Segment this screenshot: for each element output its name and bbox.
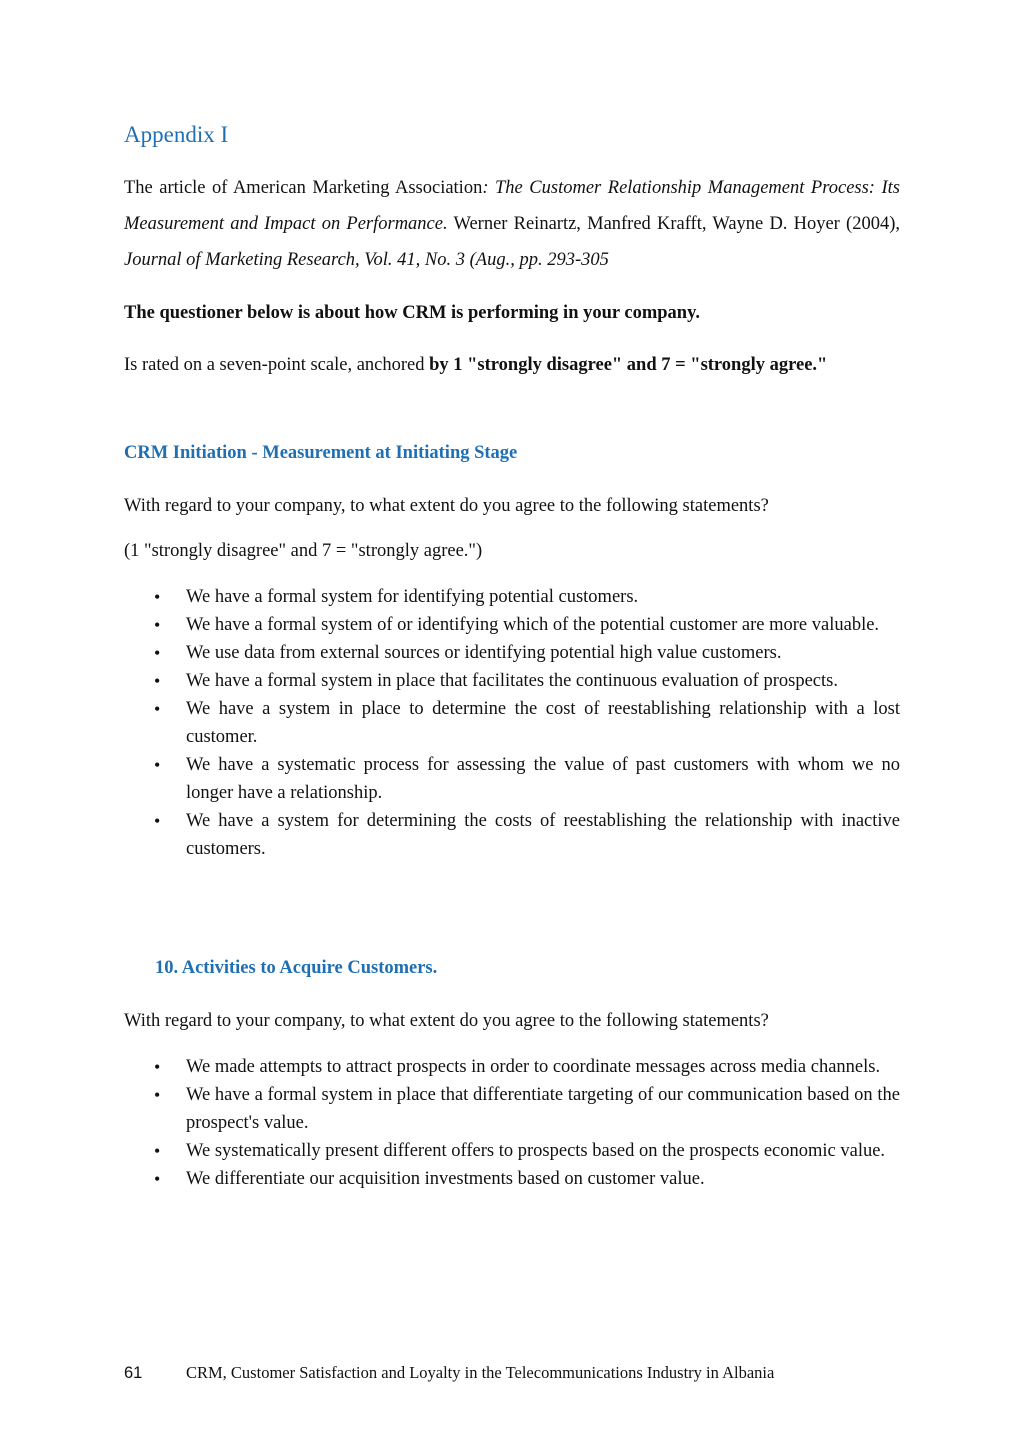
list-item: • We use data from external sources or identifying potential high value customers. bbox=[124, 639, 900, 667]
section-acquire-customers-title: 10. Activities to Acquire Customers. bbox=[155, 958, 438, 978]
bullet-icon: • bbox=[154, 755, 161, 775]
list-item: • We have a systematic process for assessing the value of past customers with whom we no longer have a relationship. bbox=[124, 751, 900, 807]
page-footer bbox=[124, 1363, 924, 1383]
page-number: 61 bbox=[124, 1364, 143, 1382]
section1-question: With regard to your company, to what extent do you agree to the following statements? bbox=[124, 496, 769, 516]
list-item: • We differentiate our acquisition investments based on customer value. bbox=[124, 1165, 900, 1193]
list-item: • We have a formal system in place that differentiate targeting of our communication based on the prospect's value. bbox=[124, 1081, 900, 1137]
bullet-icon: • bbox=[154, 1141, 161, 1161]
journal-reference: Journal of Marketing Research, Vol. 41, No. 3 (Aug., pp. 293-305 bbox=[124, 250, 609, 270]
list-item: • We have a formal system in place that facilitates the continuous evaluation of prospects. bbox=[124, 667, 900, 695]
list-item: • We systematically present different offers to prospects based on the prospects economic value. bbox=[124, 1137, 900, 1165]
bullet-icon: • bbox=[154, 811, 161, 831]
list-item: • We have a formal system of or identifying which of the potential customer are more valuable. bbox=[124, 611, 900, 639]
scale-description bbox=[124, 347, 900, 383]
bullet-icon: • bbox=[154, 1169, 161, 1189]
bullet-icon: • bbox=[154, 615, 161, 635]
list-item: • We have a formal system for identifying potential customers. bbox=[124, 583, 900, 611]
list-item: • We made attempts to attract prospects in order to coordinate messages across media channels. bbox=[124, 1053, 900, 1081]
citation-paragraph bbox=[124, 170, 900, 278]
scale-anchor: by 1 "strongly disagree" and 7 = "strongly agree." bbox=[429, 355, 828, 375]
bullet-icon: • bbox=[154, 699, 161, 719]
intro-statement: The questioner below is about how CRM is performing in your company. bbox=[124, 303, 700, 323]
appendix-heading: Appendix I bbox=[124, 122, 229, 147]
bullet-icon: • bbox=[154, 671, 161, 691]
citation-authors: Werner Reinartz, Manfred Krafft, Wayne D. Hoyer (2004), bbox=[447, 214, 900, 234]
section2-question: With regard to your company, to what extent do you agree to the following statements? bbox=[124, 1011, 769, 1031]
bullet-icon: • bbox=[154, 643, 161, 663]
scale-plain: Is rated on a seven-point scale, anchored bbox=[124, 355, 430, 375]
section-crm-initiation-title: CRM Initiation - Measurement at Initiating Stage bbox=[124, 443, 518, 463]
citation-intro: The article of American Marketing Association bbox=[124, 178, 483, 198]
section2-statement-list bbox=[124, 1053, 900, 1193]
article-title: : The Customer Relationship Management Process: Its Measurement and Impact on Performance. bbox=[124, 178, 900, 234]
list-item: • We have a system in place to determine the cost of reestablishing relationship with a lost customer. bbox=[124, 695, 900, 751]
section1-scale-note: (1 "strongly disagree" and 7 = "strongly agree.") bbox=[124, 541, 483, 561]
list-item: • We have a system for determining the costs of reestablishing the relationship with inactive customers. bbox=[124, 807, 900, 863]
bullet-icon: • bbox=[154, 1085, 161, 1105]
footer-title: CRM, Customer Satisfaction and Loyalty in the Telecommunications Industry in Albania bbox=[186, 1363, 775, 1382]
section1-statement-list bbox=[124, 583, 900, 863]
bullet-icon: • bbox=[154, 1057, 161, 1077]
bullet-icon: • bbox=[154, 587, 161, 607]
